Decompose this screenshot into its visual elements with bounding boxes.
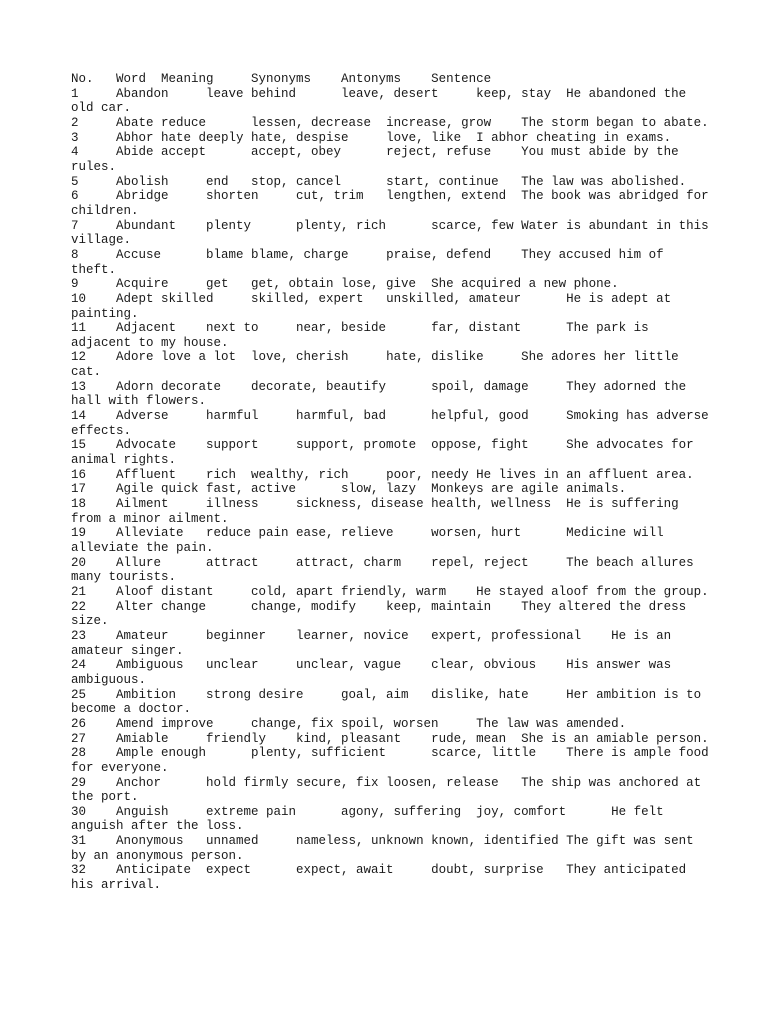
entry-line: 2 Abate reduce lessen, decrease increase, grow The storm began to abate. [71,115,709,130]
entry-line: 23 Amateur beginner learner, novice expert, professional He is an amateur singer. [71,628,679,658]
entry-line: 10 Adept skilled skilled, expert unskilled, amateur He is adept at painting. [71,291,679,321]
entry-line: 12 Adore love a lot love, cherish hate, dislike She adores her little cat. [71,350,687,380]
entry-line: 26 Amend improve change, fix spoil, worsen The law was amended. [71,716,627,731]
entry-line: 6 Abridge shorten cut, trim lengthen, extend The book was abridged for children. [71,189,717,218]
entry-line: 15 Advocate support support, promote oppose, fight She advocates for animal rights. [71,438,702,468]
entry-line: 24 Ambiguous unclear unclear, vague clear, obvious His answer was ambiguous. [71,658,679,687]
entry-line: 22 Alter change change, modify keep, maintain They altered the dress size. [71,599,694,629]
entry-line: 31 Anonymous unnamed nameless, unknown known, identified The gift was sent by an anonymous person. [71,834,702,863]
entry-line: 20 Allure attract attract, charm repel, reject The beach allures many tourists. [71,555,702,585]
entry-line: 19 Alleviate reduce pain ease, relieve worsen, hurt Medicine will alleviate the pain. [71,526,672,555]
entry-line: 16 Affluent rich wealthy, rich poor, needy He lives in an affluent area. [71,467,694,482]
entry-line: 27 Amiable friendly kind, pleasant rude, mean She is an amiable person. [71,731,709,746]
entry-line: 3 Abhor hate deeply hate, despise love, like I abhor cheating in exams. [71,130,672,145]
entry-line: 32 Anticipate expect expect, await doubt, surprise They anticipated his arrival. [71,863,694,893]
entry-line: 11 Adjacent next to near, beside far, distant The park is adjacent to my house. [71,321,657,350]
entry-line: 14 Adverse harmful harmful, bad helpful, good Smoking has adverse effects. [71,409,717,438]
entry-line: 29 Anchor hold firmly secure, fix loosen, release The ship was anchored at the port. [71,775,709,805]
entry-line: 25 Ambition strong desire goal, aim dislike, hate Her ambition is to become a doctor. [71,687,709,717]
entry-line: 7 Abundant plenty plenty, rich scarce, few Water is abundant in this village. [71,218,717,248]
entry-line: 9 Acquire get get, obtain lose, give She acquired a new phone. [71,277,619,292]
entry-line: 4 Abide accept accept, obey reject, refuse You must abide by the rules. [71,145,687,174]
entry-line: 17 Agile quick fast, active slow, lazy Monkeys are agile animals. [71,482,627,497]
entry-line: 1 Abandon leave behind leave, desert keep, stay He abandoned the old car. [71,86,694,116]
entry-line: 8 Accuse blame blame, charge praise, defend They accused him of theft. [71,247,672,277]
entry-line: 5 Abolish end stop, cancel start, continue The law was abolished. [71,174,687,189]
header-line: No. Word Meaning Synonyms Antonyms Sentence [71,72,492,86]
entry-line: 21 Aloof distant cold, apart friendly, warm He stayed aloof from the group. [71,584,709,599]
entry-line: 18 Ailment illness sickness, disease health, wellness He is suffering from a minor ailment. [71,497,687,526]
vocabulary-document [71,72,717,893]
entry-line: 30 Anguish extreme pain agony, suffering joy, comfort He felt anguish after the loss. [71,804,672,834]
entry-line: 28 Ample enough plenty, sufficient scarce, little There is ample food for everyone. [71,746,717,775]
entry-line: 13 Adorn decorate decorate, beautify spoil, damage They adorned the hall with flowers. [71,379,694,409]
